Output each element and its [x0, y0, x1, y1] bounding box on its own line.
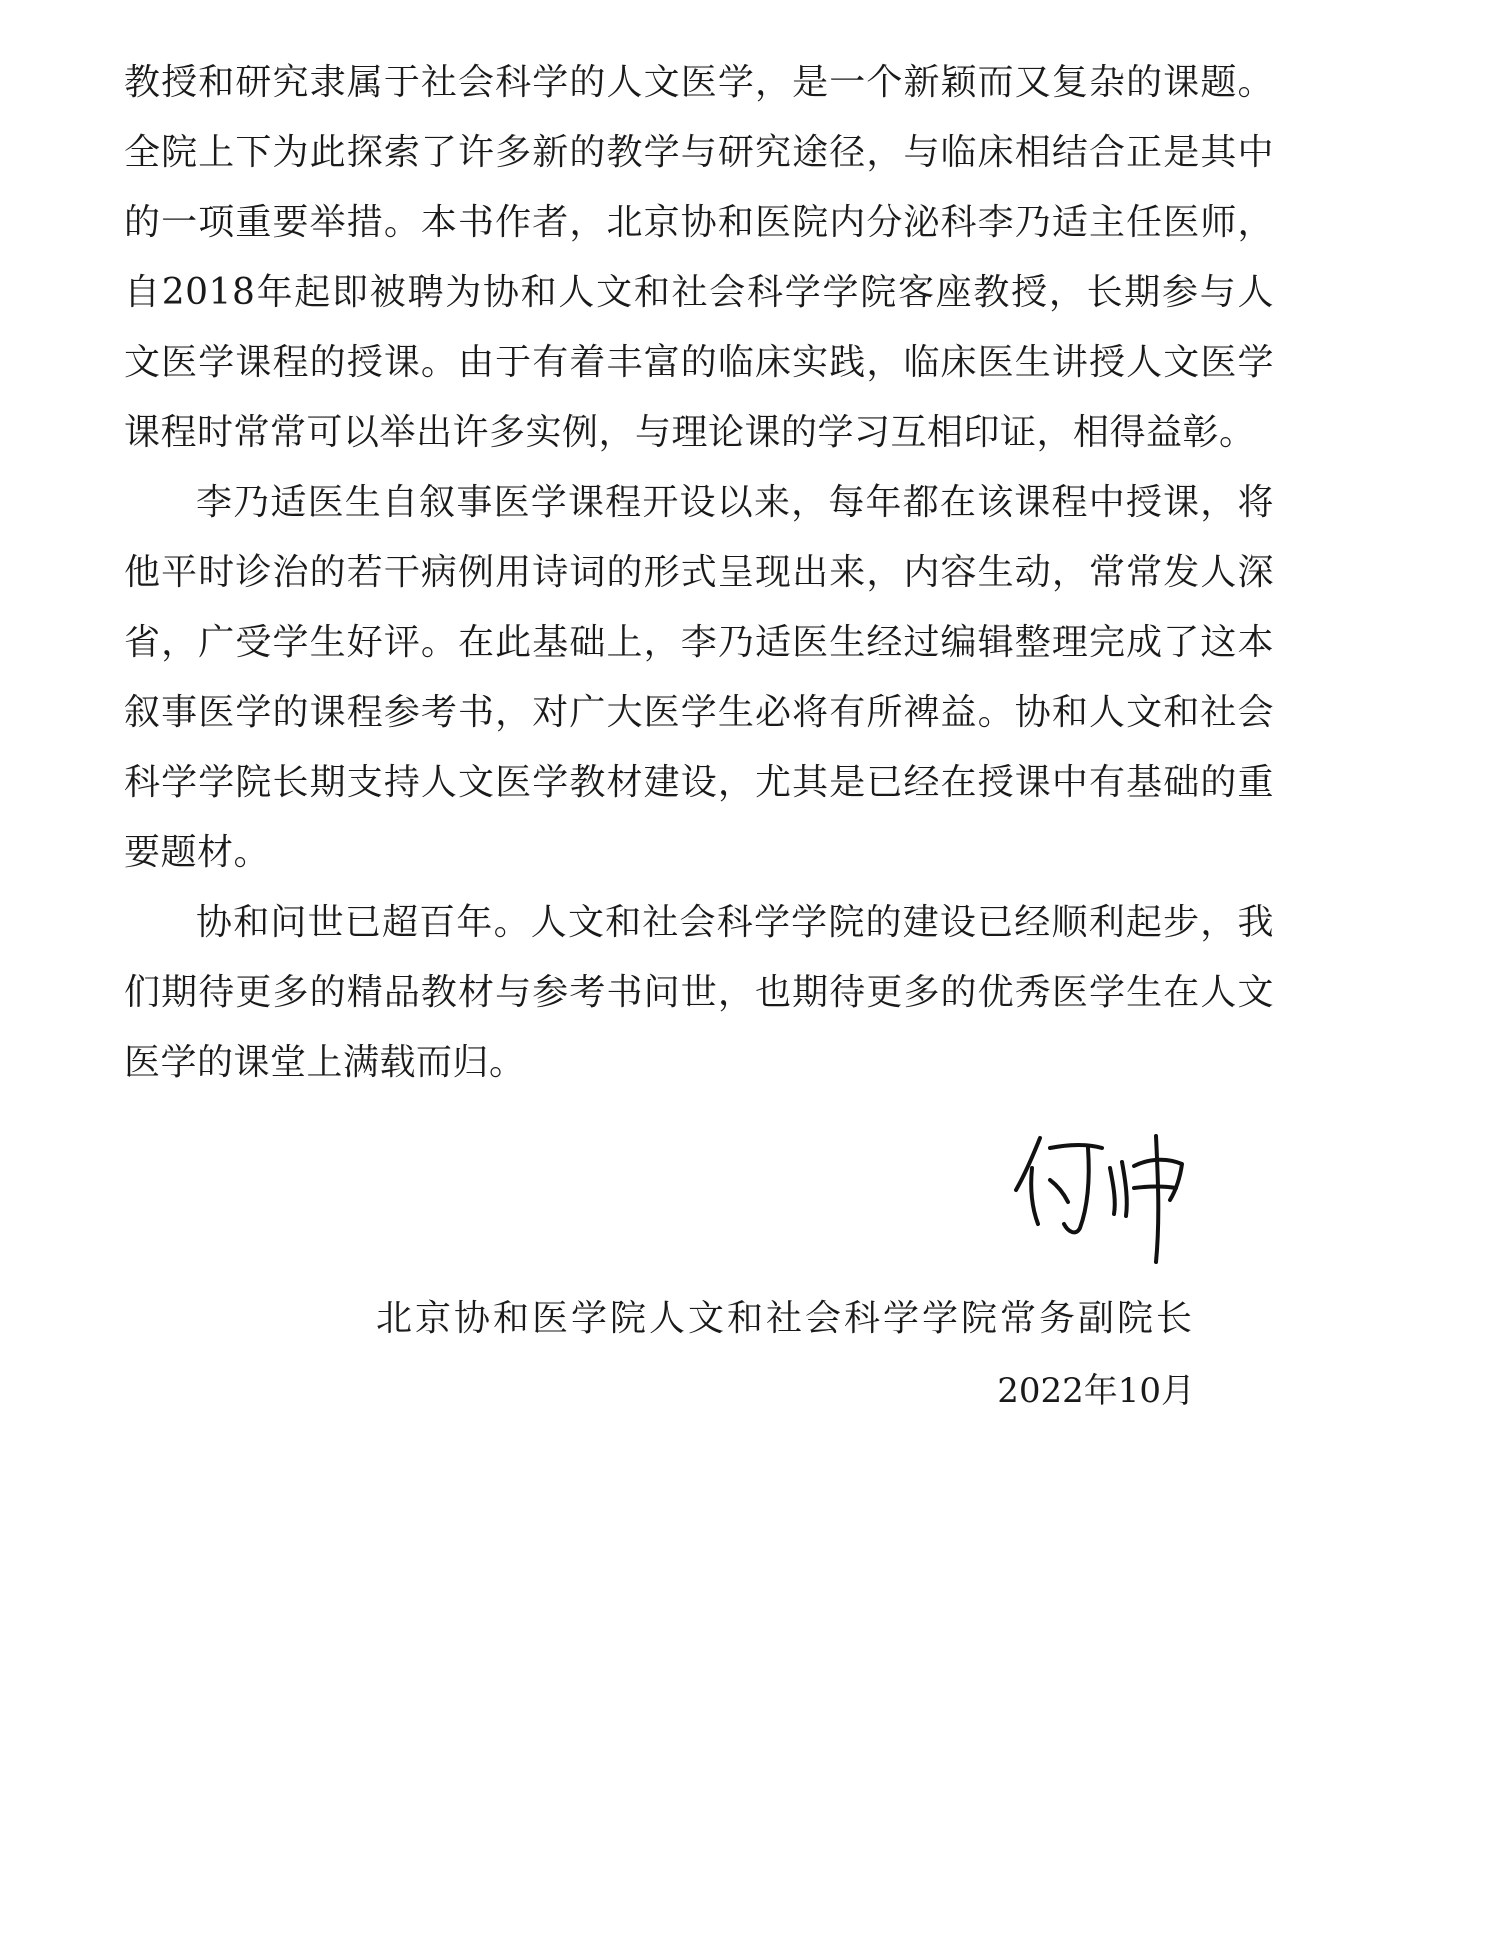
author-affiliation: 北京协和医学院人文和社会科学学院常务副院长 [375, 1298, 1195, 1339]
paragraph-3: 协和问世已超百年。人文和社会科学学院的建设已经顺利起步，我们期待更多的精品教材与参考书问世，也期待更多的优秀医学生在人文医学的课堂上满载而归。 [124, 902, 1274, 1083]
handwritten-signature [1010, 1128, 1190, 1268]
paragraph-1: 教授和研究隶属于社会科学的人文医学，是一个新颖而又复杂的课题。全院上下为此探索了许多新的教学与研究途径，与临床相结合正是其中的一项重要举措。本书作者，北京协和医院内分泌科李乃适主任医师，自2018年起即被聘为协和人文和社会科学学院客座教授，长期参与人文医学课程的授课。由于有着丰富的临床实践，临床医生讲授人文医学课程时常常可以举出许多实例，与理论课的学习互相印证，相得益彰。 [124, 62, 1274, 453]
body-text [124, 48, 1274, 1098]
paragraph-2: 李乃适医生自叙事医学课程开设以来，每年都在该课程中授课，将他平时诊治的若干病例用诗词的形式呈现出来，内容生动，常常发人深省，广受学生好评。在此基础上，李乃适医生经过编辑整理完成了这本叙事医学的课程参考书，对广大医学生必将有所裨益。协和人文和社会科学学院长期支持人文医学教材建设，尤其是已经在授课中有基础的重要题材。 [124, 482, 1274, 873]
signature-date: 2022年10月 [997, 1371, 1195, 1411]
